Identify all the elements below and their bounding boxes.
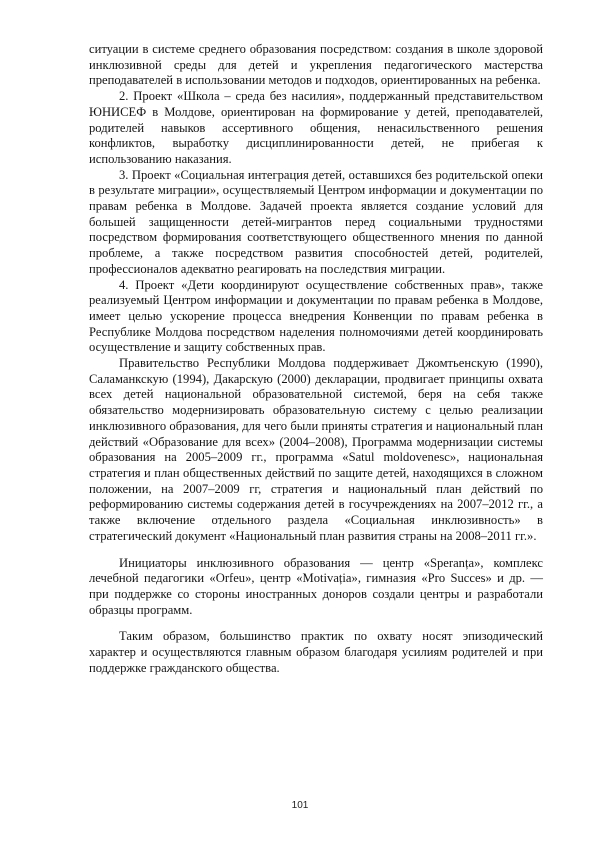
paragraph-government: Правительство Республики Молдова поддерживает Джомтьенскую (1990), Саламанкскую (1994), Дакарскую (2000) декларации, продвигает принципы охвата всех детей национальной образовательной системой, беря на себя также обязательство модернизировать образовательную систему с целью реализации инклюзивного образования, для чего были приняты стратегия и национальный план действий «Образование для всех» (2004–2008), Программа модернизации системы образования на 2005–2009 гг., программа «Satul moldovenesc», национальная стратегия и план общественных действий по защите детей, находящихся в сложном положении, на 2007–2009 гг, стратегия и национальный план действий по реформированию системы содержания детей в госучреждениях на 2007–2012 гг., а также включение отдельного раздела «Социальная инклюзивность» в стратегический документ «Национальный план развития страны на 2008–2011 гг.».	[89, 356, 543, 543]
paragraph-initiators: Инициаторы инклюзивного образования — центр «Speranța», комплекс лечебной педагогики «Orfeu», центр «Motivația», гимназия «Pro Succes» и др. — при поддержке со стороны иностранных доноров создали центры и разработали образцы программ.	[89, 555, 543, 617]
body-text	[89, 42, 543, 676]
paragraph-project-2: 2. Проект «Школа – среда без насилия», поддержанный представительством ЮНИСЕФ в Молдове, ориентирован на формирование у детей, преподавателей, родителей навыков ассертивного общения, ненасильственного решения конфликтов, выработку дисциплинированности детей, не прибегая к использованию наказания.	[89, 89, 543, 166]
paragraph-project-4: 4. Проект «Дети координируют осуществление собственных прав», также реализуемый Центром информации и документации по правам ребенка в Молдове, имеет целью ускорение процесса внедрения Конвенции по правам ребенка в Республике Молдова посредством наделения полномочиями детей координировать осуществление и защиту собственных прав.	[89, 277, 543, 355]
paragraph-conclusion: Таким образом, большинство практик по охвату носят эпизодический характер и осуществляются главным образом благодаря усилиям родителей и при поддержке гражданского общества.	[89, 629, 543, 675]
paragraph-continuation: ситуации в системе среднего образования посредством: создания в школе здоровой инклюзивной среды для детей и укрепления педагогического мастерства преподавателей в использовании методов и подходов, ориентированных на ребенка.	[89, 42, 543, 88]
page-number: 101	[291, 800, 309, 811]
paragraph-project-3: 3. Проект «Социальная интеграция детей, оставшихся без родительской опеки в результате миграции», осуществляемый Центром информации и документации по правам ребенка в Молдове. Задачей проекта является создание условий для большей защищенности детей-мигрантов перед социальными трудностями посредством формирования соответствующего общественного мнения по данной проблеме, а также посредством развития способностей детей, родителей, профессионалов адекватно реагировать на последствия миграции.	[89, 167, 543, 276]
